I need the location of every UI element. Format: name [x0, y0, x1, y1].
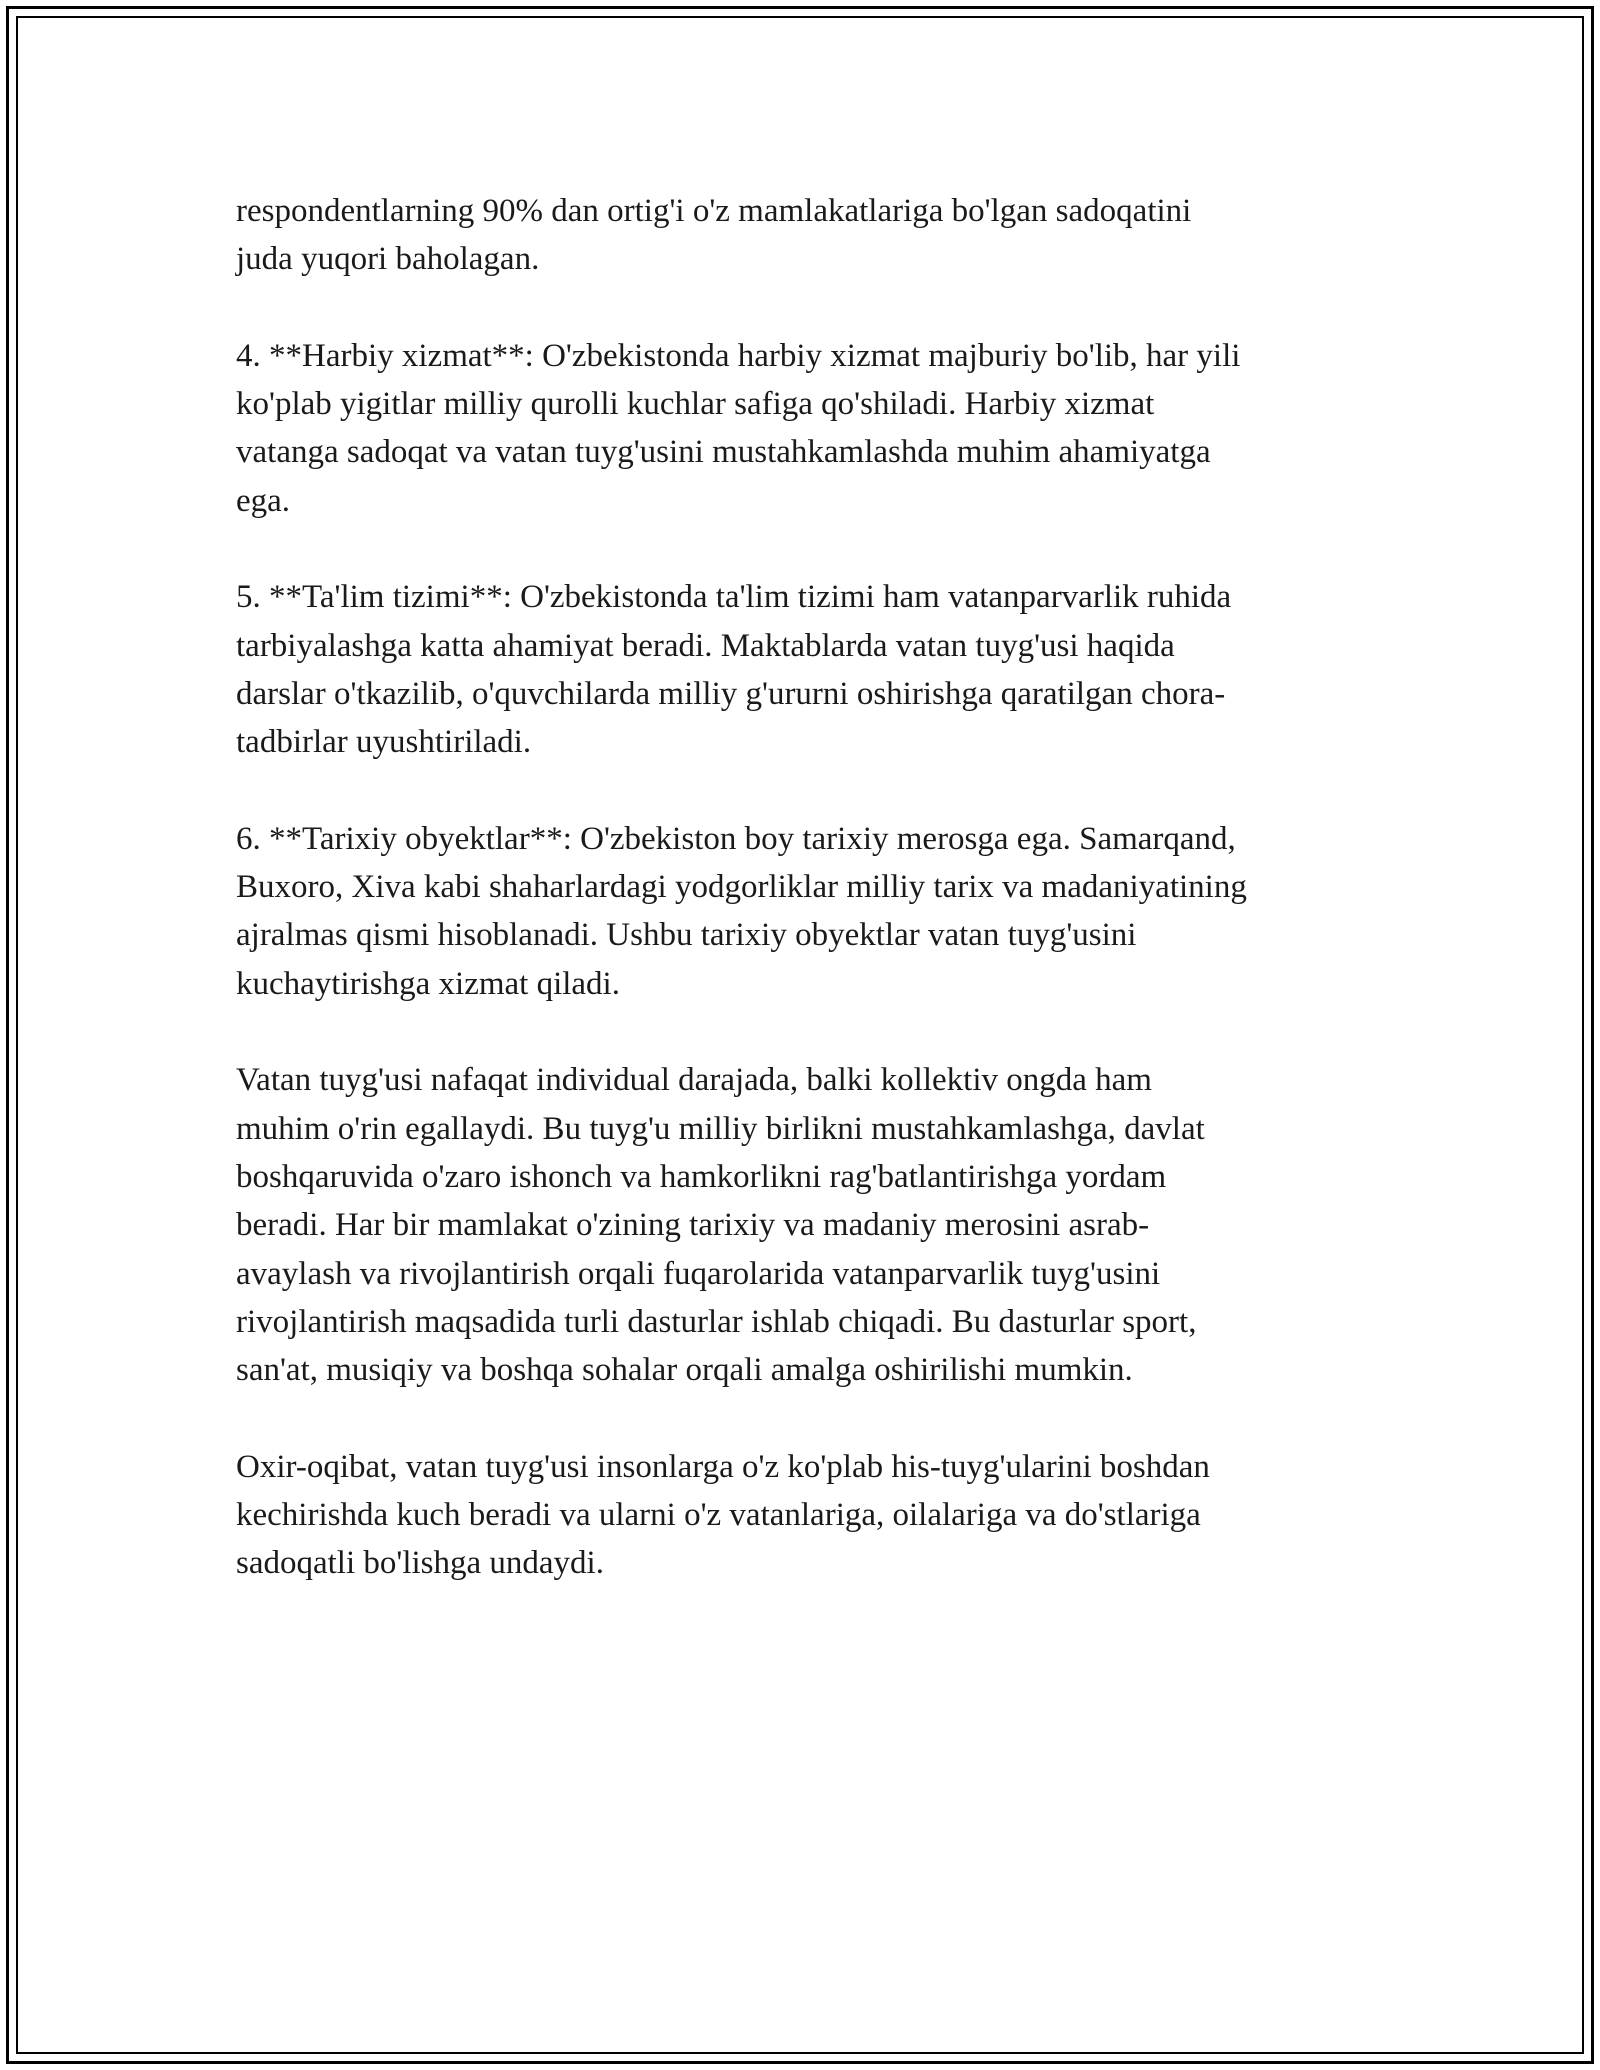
text-line: darslar o'tkazilib, o'quvchilarda milliy g'ururni oshirishga qaratilgan chora-	[236, 675, 1226, 712]
text-line: kechirishda kuch beradi va ularni o'z vatanlariga, oilalariga va do'stlariga	[236, 1497, 1201, 1534]
paragraph-item-4	[236, 332, 1376, 525]
text-line: kuchaytirishga xizmat qiladi.	[236, 965, 620, 1002]
text-line: Buxoro, Xiva kabi shaharlardagi yodgorliklar milliy tarix va madaniyatining	[236, 869, 1247, 906]
text-line: avaylash va rivojlantirish orqali fuqarolarida vatanparvarlik tuyg'usini	[236, 1255, 1161, 1292]
paragraph	[236, 187, 1376, 284]
paragraph-gap	[236, 1008, 1376, 1056]
paragraph-gap	[236, 767, 1376, 815]
paragraph-gap	[236, 1394, 1376, 1442]
text-line: 5. **Ta'lim tizimi**: O'zbekistonda ta'lim tizimi ham vatanparvarlik ruhida	[236, 579, 1232, 616]
text-line: ko'plab yigitlar milliy qurolli kuchlar safiga qo'shiladi. Harbiy xizmat	[236, 386, 1155, 423]
text-line: muhim o'rin egallaydi. Bu tuyg'u milliy birlikni mustahkamlashga, davlat	[236, 1110, 1205, 1147]
text-line: 6. **Tarixiy obyektlar**: O'zbekiston boy tarixiy merosga ega. Samarqand,	[236, 820, 1236, 857]
text-line: juda yuqori baholagan.	[236, 241, 540, 278]
paragraph-conclusion	[236, 1443, 1376, 1588]
text-line: Oxir-oqibat, vatan tuyg'usi insonlarga o'z ko'plab his-tuyg'ularini boshdan	[236, 1448, 1210, 1485]
text-line: rivojlantirish maqsadida turli dasturlar ishlab chiqadi. Bu dasturlar sport,	[236, 1303, 1197, 1340]
text-line: 4. **Harbiy xizmat**: O'zbekistonda harbiy xizmat majburiy bo'lib, har yili	[236, 337, 1241, 374]
text-line: Vatan tuyg'usi nafaqat individual darajada, balki kollektiv ongda ham	[236, 1062, 1152, 1099]
document-body	[236, 187, 1376, 1588]
text-line: respondentlarning 90% dan ortig'i o'z mamlakatlariga bo'lgan sadoqatini	[236, 193, 1192, 229]
text-line: boshqaruvida o'zaro ishonch va hamkorlikni rag'batlantirishga yordam	[236, 1158, 1167, 1195]
text-line: san'at, musiqiy va boshqa sohalar orqali amalga oshirilishi mumkin.	[236, 1352, 1133, 1389]
text-line: ega.	[236, 482, 291, 519]
text-line: tadbirlar uyushtiriladi.	[236, 724, 532, 761]
paragraph	[236, 1056, 1376, 1394]
text-line: ajralmas qismi hisoblanadi. Ushbu tarixiy obyektlar vatan tuyg'usini	[236, 917, 1137, 954]
paragraph-gap	[236, 284, 1376, 332]
text-line: vatanga sadoqat va vatan tuyg'usini mustahkamlashda muhim ahamiyatga	[236, 434, 1211, 471]
paragraph-item-6	[236, 815, 1376, 1008]
paragraph-gap	[236, 525, 1376, 573]
text-line: beradi. Har bir mamlakat o'zining tarixiy va madaniy merosini asrab-	[236, 1207, 1150, 1244]
text-line: sadoqatli bo'lishga undaydi.	[236, 1545, 604, 1582]
paragraph-item-5	[236, 573, 1376, 766]
text-line: tarbiyalashga katta ahamiyat beradi. Maktablarda vatan tuyg'usi haqida	[236, 627, 1175, 664]
